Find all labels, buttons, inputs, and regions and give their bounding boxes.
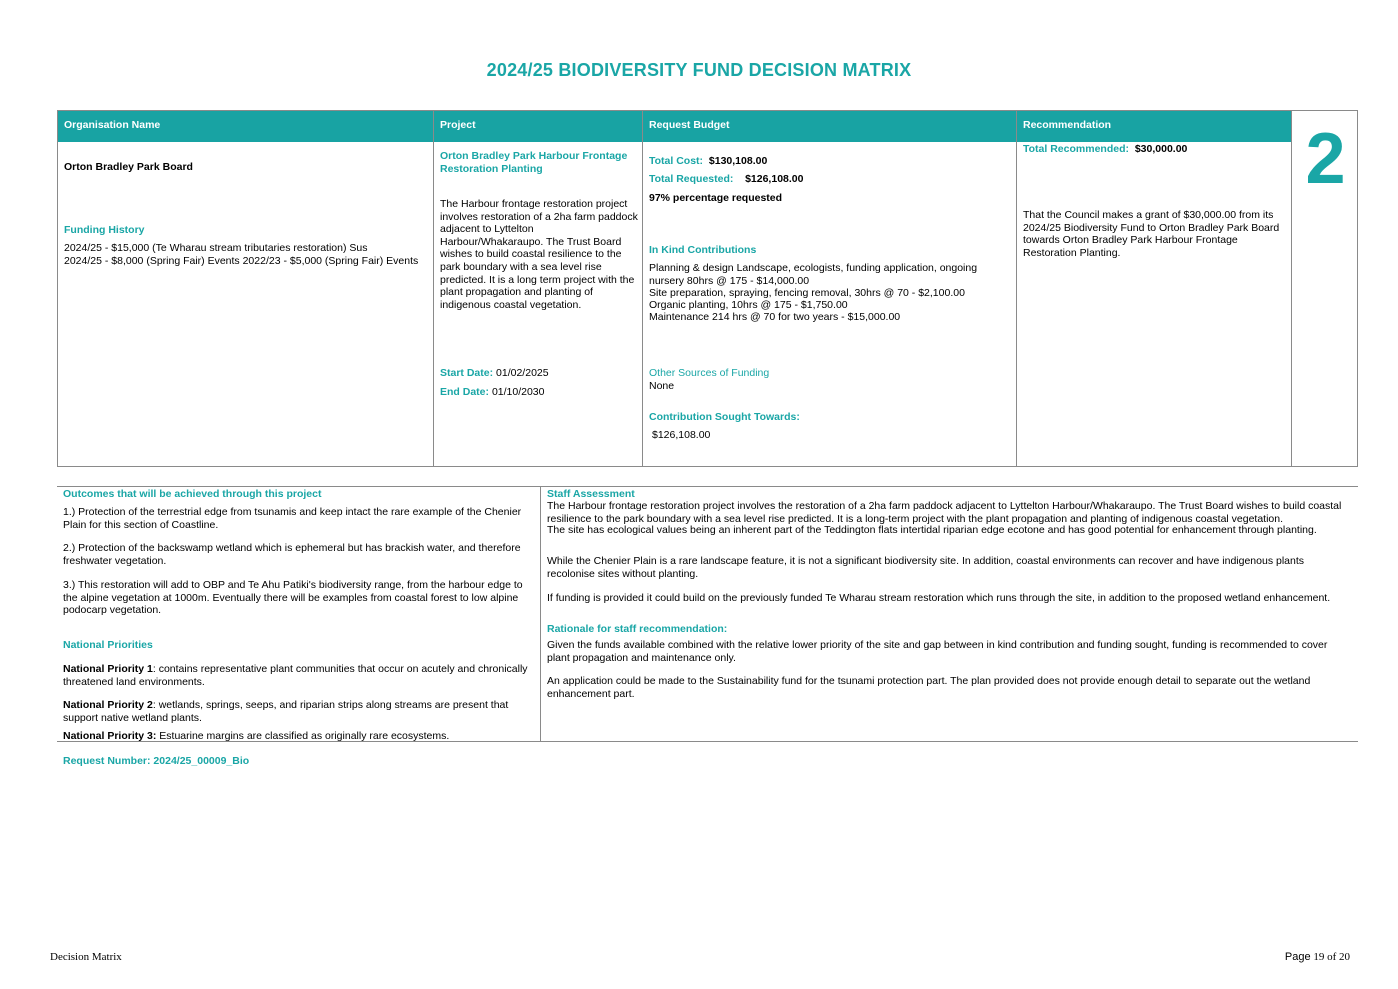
outcome-item: 2.) Protection of the backswamp wetland which is ephemeral but has brackish water, and therefore freshwater vegetation. xyxy=(63,542,521,567)
contribution-sought-label: Contribution Sought Towards: xyxy=(649,411,800,423)
organisation-name: Orton Bradley Park Board xyxy=(64,161,193,173)
project-end-date xyxy=(440,386,638,399)
staff-assessment-panel xyxy=(541,487,1358,741)
national-priority-2 xyxy=(63,699,532,724)
rationale-label: Rationale for staff recommendation: xyxy=(547,623,728,635)
in-kind-item: Planning & design Landscape, ecologists, funding application, ongoing nursery 80hrs @ 175 - $14,000.00 xyxy=(649,262,978,287)
staff-assessment-paragraph: The Harbour frontage restoration project involves the restoration of a 2ha farm paddock adjacent to Lyttelton Harbour/Whakaraupo. The Trust Board wishes to build coastal resilience to the park boundary with a sea level rise predicted. It is a long-term project with the plant propagation and planting of indigenous coastal vegetation. xyxy=(547,500,1342,525)
staff-assessment-paragraph: If funding is provided it could build on the previously funded Te Wharau stream restoration which runs through the site, in addition to the proposed wetland enhancement. xyxy=(547,592,1331,604)
national-priority-3 xyxy=(63,730,532,743)
national-priority-1-text: : contains representative plant communities that occur on acutely and chronically threatened land environments. xyxy=(63,663,528,688)
staff-assessment-paragraph: The site has ecological values being an inherent part of the Teddington flats intertidal riparian edge ecotone and has good potential for enhancement through planting. xyxy=(547,524,1317,536)
outcome-item: 1.) Protection of the terrestrial edge from tsunamis and keep intact the rare example of the Chenier Plain for this section of Coastline. xyxy=(63,506,522,531)
organisation-header: Organisation Name xyxy=(58,111,433,142)
decision-matrix-table xyxy=(57,110,1358,467)
end-date-value: 01/10/2030 xyxy=(491,386,545,398)
national-priority-1-label: National Priority 1 xyxy=(63,663,153,675)
budget-column xyxy=(643,111,1017,466)
project-header: Project xyxy=(434,111,642,142)
footer-left: Decision Matrix xyxy=(50,951,122,963)
total-requested xyxy=(649,173,1012,186)
outcomes-label: Outcomes that will be achieved through this project xyxy=(63,488,322,500)
recommendation-header: Recommendation xyxy=(1017,111,1291,142)
total-requested-label: Total Requested: xyxy=(649,173,734,185)
outcome-item: 3.) This restoration will add to OBP and Te Ahu Patiki's biodiversity range, from the harbour edge to the alpine vegetation at 1000m. Eventually there will be examples from coastal forest to low alpine podocarp vegetation. xyxy=(63,579,523,617)
recommendation-column xyxy=(1017,111,1292,466)
project-start-date xyxy=(440,367,638,380)
organisation-column xyxy=(58,111,434,466)
other-funding-value: None xyxy=(649,380,675,392)
page-prefix: Page xyxy=(1284,951,1311,963)
end-date-label: End Date: xyxy=(440,386,490,398)
national-priority-2-text: : wetlands, springs, seeps, and riparian strips along streams are present that support native wetland plants. xyxy=(63,699,509,724)
national-priority-1 xyxy=(63,663,532,688)
project-title: Orton Bradley Park Harbour Frontage Restoration Planting xyxy=(440,150,628,175)
national-priority-3-label: National Priority 3: xyxy=(63,730,157,742)
total-recommended-value: $30,000.00 xyxy=(1134,143,1188,155)
national-priority-2-label: National Priority 2 xyxy=(63,699,153,711)
rationale-paragraph: Given the funds available combined with the relative lower priority of the site and gap between in kind contribution and funding sought, funding is recommended to cover plant propagation and maintenance only. xyxy=(547,639,1328,664)
staff-assessment-label: Staff Assessment xyxy=(547,488,635,500)
national-priority-3-text: Estuarine margins are classified as originally rare ecosystems. xyxy=(156,730,450,742)
start-date-label: Start Date: xyxy=(440,367,494,379)
total-cost xyxy=(649,155,1012,168)
project-column xyxy=(434,111,643,466)
item-number: 2 xyxy=(1305,119,1346,199)
total-requested-value: $126,108.00 xyxy=(745,173,804,185)
recommendation-text: That the Council makes a grant of $30,000.00 from its 2024/25 Biodiversity Fund to Orton Bradley Park Board towards Orton Bradley Park Harbour Frontage Restoration Planting. xyxy=(1023,209,1280,259)
in-kind-item: Maintenance 214 hrs @ 70 for two years - $15,000.00 xyxy=(649,311,901,323)
request-number: Request Number: 2024/25_00009_Bio xyxy=(63,755,250,767)
start-date-value: 01/02/2025 xyxy=(496,367,549,379)
total-cost-label: Total Cost: xyxy=(649,155,704,167)
total-recommended xyxy=(1023,143,1287,156)
total-recommended-label: Total Recommended: xyxy=(1023,143,1129,155)
page-count: 19 of 20 xyxy=(1313,951,1350,963)
funding-history-item: 2024/25 - $15,000 (Te Wharau stream tributaries restoration) Sus xyxy=(64,242,368,254)
page-number xyxy=(1285,951,1350,964)
rationale-paragraph: An application could be made to the Sustainability fund for the tsunami protection part. The plan provided does not provide enough detail to separate out the wetland enhancement part. xyxy=(547,675,1311,700)
staff-assessment-paragraph: While the Chenier Plain is a rare landscape feature, it is not a significant biodiversity site. In addition, coastal environments can recover and have indigenous plants recolonise sites without planting. xyxy=(547,555,1305,580)
in-kind-label: In Kind Contributions xyxy=(649,244,757,256)
budget-header: Request Budget xyxy=(643,111,1016,142)
percentage-requested: 97% percentage requested xyxy=(649,192,783,204)
item-number-column xyxy=(1292,111,1359,466)
funding-history-item: 2024/25 - $8,000 (Spring Fair) Events 2022/23 - $5,000 (Spring Fair) Events xyxy=(64,255,419,267)
funding-history-label: Funding History xyxy=(64,224,145,236)
outcomes-panel xyxy=(57,487,541,741)
other-funding-label: Other Sources of Funding xyxy=(649,367,770,379)
national-priorities-label: National Priorities xyxy=(63,639,153,651)
project-description: The Harbour frontage restoration project involves restoration of a 2ha farm paddock adjacent to Lyttelton Harbour/Whakaraupo. The Trust Board wishes to build coastal resilience to the park boundary with a sea level rise predicted. It is a long term project with the plant propagation and planting of indigenous coastal vegetation. xyxy=(440,198,638,311)
contribution-sought-value: $126,108.00 xyxy=(652,429,711,441)
in-kind-item: Organic planting, 10hrs @ 175 - $1,750.00 xyxy=(649,299,848,311)
page-title: 2024/25 BIODIVERSITY FUND DECISION MATRIX xyxy=(486,60,912,80)
in-kind-item: Site preparation, spraying, fencing removal, 30hrs @ 70 - $2,100.00 xyxy=(649,287,965,299)
assessment-section xyxy=(57,486,1358,742)
total-cost-value: $130,108.00 xyxy=(708,155,768,167)
